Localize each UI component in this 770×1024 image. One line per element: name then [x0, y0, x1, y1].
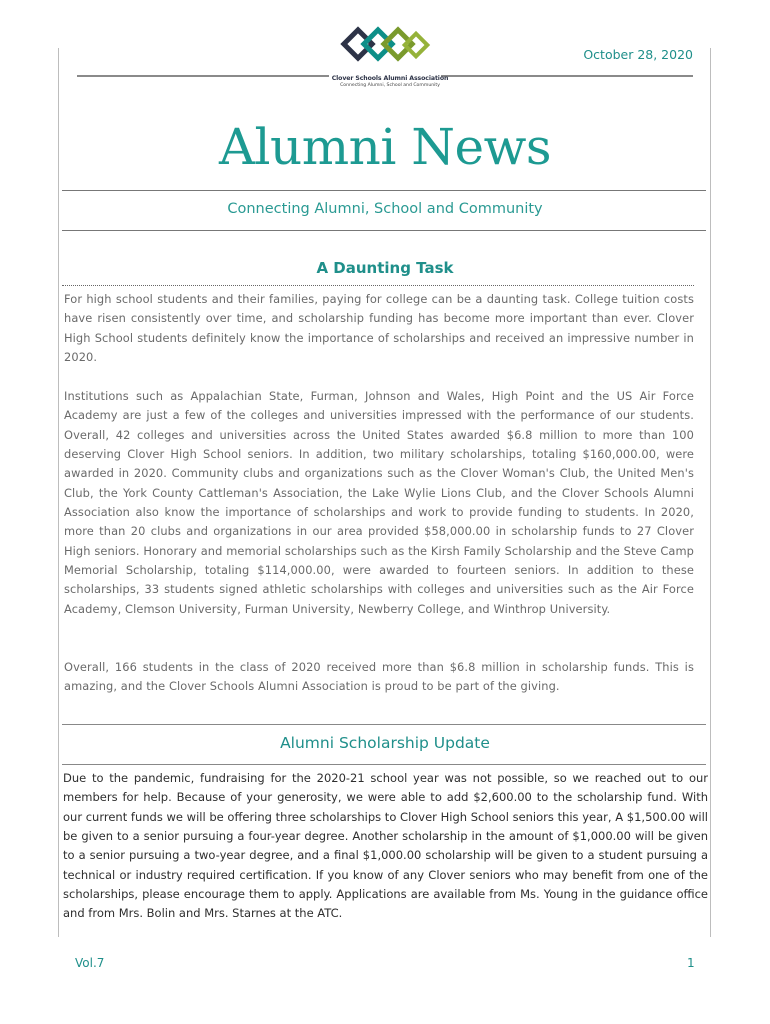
masthead-rule-bottom: [62, 230, 706, 231]
volume-number: Vol.7: [75, 956, 105, 970]
article1-paragraph-2: Institutions such as Appalachian State, Furman, Johnson and Wales, High Point and the US Air Force Academy are just a few of the colleges and universities impressed with the performance of our students. Overall, 42 colleges and universities across the United States awarded $6.8 million to more than 100 deserving Clover High School seniors. In addition, two military scholarships, totaling $160,000.00, were awarded in 2020. Community clubs and organizations such as the Clover Woman's Club, the United Men's Club, the York County Cattleman's Association, the Lake Wylie Lions Club, and the Clover Schools Alumni Association also know the importance of scholarships and work to provide funding to students. In 2020, more than 20 clubs and organizations in our area provided $58,000.00 in scholarship funds to 27 Clover High seniors. Honorary and memorial scholarships such as the Kirsh Family Scholarship and the Steve Camp Memorial Scholarship, totaling $114,000.00, were awarded to fourteen seniors. In addition to these scholarships, 33 students signed athletic scholarships with colleges and universities such as the Air Force Academy, Clemson University, Furman University, Newberry College, and Winthrop University.: [64, 389, 694, 616]
article2-paragraph-1: Due to the pandemic, fundraising for the 2020-21 school year was not possible, so we reached out to our members for help. Because of your generosity, we were able to add $2,600.00 to the scholarship fund. With our current funds we will be offering three scholarships to Clover High School seniors this year, A $1,500.00 will be given to a senior pursuing a four-year degree. Another scholarship in the amount of $1,000.00 will be given to a senior pursuing a two-year degree, and a final $1,000.00 scholarship will be given to a student pursuing a technical or industry required certification. If you know of any Clover seniors who may benefit from one of the scholarships, please encourage them to apply. Applications are available from Ms. Young in the guidance office and from Mrs. Bolin and Mrs. Starnes at the ATC.: [63, 771, 708, 921]
issue-date: October 28, 2020: [583, 47, 693, 62]
left-border-line: [58, 48, 59, 937]
header-rule-right: [441, 75, 693, 77]
dotted-divider: [62, 285, 694, 286]
header-rule-left: [77, 75, 329, 77]
logo-tagline: Connecting Alumni, School and Community: [340, 83, 440, 88]
logo-name: Clover Schools Alumni Association: [331, 75, 449, 82]
article1-paragraph-1: For high school students and their families, paying for college can be a daunting task. College tuition costs have risen consistently over time, and scholarship funding has become more important than ever. Clover High School students definitely know the importance of scholarships and received an impressive number in 2020.: [64, 292, 694, 365]
section-rule-top: [62, 724, 706, 725]
article-title-daunting-task: A Daunting Task: [316, 259, 454, 277]
masthead-rule-top: [62, 190, 706, 191]
newsletter-tagline: Connecting Alumni, School and Community: [227, 201, 543, 217]
page-number: 1: [687, 956, 695, 970]
newsletter-title: Alumni News: [218, 118, 552, 176]
article1-paragraph-3: Overall, 166 students in the class of 2020 received more than $6.8 million in scholarship funds. This is amazing, and the Clover Schools Alumni Association is proud to be part of the giving.: [64, 660, 694, 694]
section-rule-bottom: [62, 764, 706, 765]
right-border-line: [710, 48, 711, 937]
article-title-scholarship-update: Alumni Scholarship Update: [280, 734, 490, 752]
